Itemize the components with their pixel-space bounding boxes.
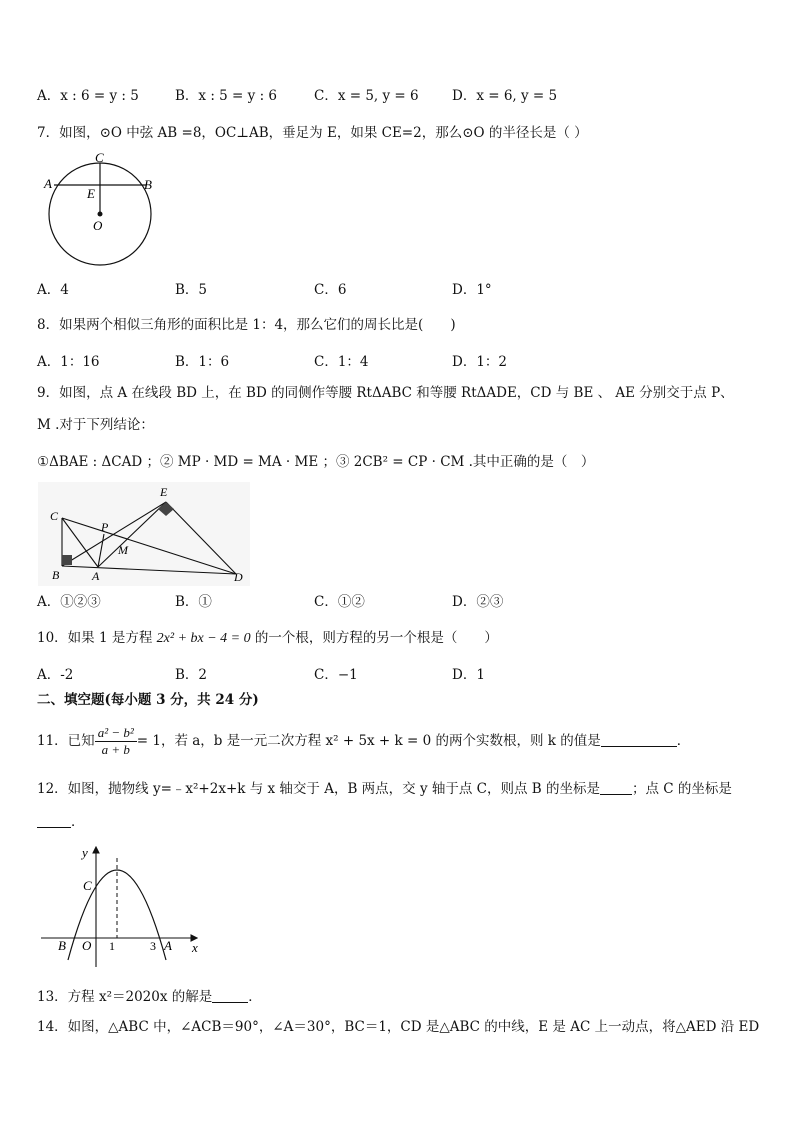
label-a: A — [164, 938, 172, 953]
q11-answer-blank[interactable] — [601, 732, 677, 747]
q7-option-c: C．6 — [314, 282, 347, 298]
q8-option-c: C．1：4 — [314, 354, 369, 370]
label-e: E — [87, 186, 95, 201]
q6-option-b: B．x : 5 = y : 6 — [175, 88, 277, 104]
label-x: x — [192, 940, 198, 955]
q9-option-d: D．②③ — [452, 594, 504, 610]
q12-text-line1 — [37, 779, 732, 799]
q12-text: 12．如图，抛物线 y=﹣x²+2x+k 与 x 轴交于 A，B 两点，交 y 轴于点 C，则点 B 的坐标是 — [37, 781, 601, 797]
q8-options — [37, 352, 757, 372]
label-m: M — [118, 543, 128, 557]
q10-option-b: B．2 — [175, 667, 208, 683]
label-p: P — [101, 520, 109, 534]
label-b: B — [52, 568, 60, 582]
q7-option-b: B．5 — [175, 282, 208, 298]
q10-text — [37, 628, 498, 649]
q11-pre: 11．已知 — [37, 733, 95, 749]
q12-end: ． — [71, 814, 85, 830]
label-o: O — [82, 938, 92, 953]
q11-mid: = 1，若 a，b 是一元二次方程 x² + 5x + k = 0 的两个实数根，则 k 的值是 — [136, 733, 601, 749]
q11-numerator: a² − b² — [95, 725, 137, 742]
q10-option-a: A．-2 — [37, 667, 74, 683]
right-angle-b — [62, 555, 72, 565]
q11-end: ． — [676, 733, 691, 749]
label-c: C — [95, 150, 104, 165]
q13-question: 13．方程 x²＝2020x 的解是 — [37, 989, 213, 1005]
q11-denominator: a + b — [101, 742, 130, 757]
q7-circle-figure — [40, 148, 160, 270]
label-three: 3 — [150, 939, 156, 953]
q11-fraction — [95, 725, 137, 758]
q12-answer-blank-c[interactable] — [37, 813, 71, 828]
q9-text-line1: 9．如图，点 A 在线段 BD 上，在 BD 的同侧作等腰 RtΔABC 和等腰 RtΔADE，CD 与 BE 、 AE 分别交于点 P、 — [37, 385, 734, 401]
q12-answer-blank-b[interactable] — [600, 780, 632, 795]
q12-text-line2 — [37, 812, 85, 832]
q13-answer-blank[interactable] — [212, 988, 248, 1003]
q10-option-c: C．−1 — [314, 667, 358, 683]
label-c: C — [50, 509, 59, 523]
q9-option-c: C．①② — [314, 594, 365, 610]
q9-options — [37, 592, 757, 612]
q12-mid: ；点 C 的坐标是 — [632, 781, 732, 797]
q6-option-d: D．x = 6, y = 5 — [452, 88, 558, 104]
q12-parabola-figure — [38, 842, 208, 970]
q7-option-a: A．4 — [37, 282, 69, 298]
q9-option-b: B．① — [175, 594, 212, 610]
q6-options — [37, 86, 757, 106]
label-a: A — [44, 176, 52, 191]
label-o: O — [93, 218, 103, 233]
q9-text-line3: ①ΔBAE : ΔCAD ；② MP · MD = MA · ME ；③ 2CB² = CP · CM .其中正确的是（ ） — [37, 454, 595, 470]
label-b: B — [144, 177, 152, 192]
q13-text — [37, 987, 262, 1007]
q10-pre: 10．如果 1 是方程 — [37, 630, 157, 646]
q6-option-c: C．x = 5, y = 6 — [314, 88, 419, 104]
q10-equation: 2x² + bx − 4 = 0 — [156, 631, 251, 646]
label-c: C — [83, 878, 92, 893]
q10-options — [37, 665, 757, 685]
q10-option-d: D．1 — [452, 667, 485, 683]
label-d: D — [234, 570, 243, 584]
section-heading-fill-blank: 二、填空题(每小题 3 分，共 24 分) — [37, 692, 259, 708]
q9-triangle-figure — [38, 482, 250, 586]
q8-option-a: A．1：16 — [37, 354, 100, 370]
q7-option-d: D．1° — [452, 282, 492, 298]
label-y: y — [82, 845, 88, 860]
q8-option-b: B．1：6 — [175, 354, 230, 370]
q10-post: 的一个根，则方程的另一个根是（ ） — [250, 630, 498, 646]
q14-text: 14．如图，△ABC 中，∠ACB＝90°，∠A＝30°，BC＝1，CD 是△ABC 的中线，E 是 AC 上一动点，将△AED 沿 ED — [37, 1019, 760, 1035]
label-one: 1 — [109, 939, 115, 953]
q9-option-a: A．①②③ — [37, 594, 101, 610]
q13-end: ． — [248, 989, 262, 1005]
q6-option-a: A．x : 6 = y : 5 — [37, 88, 139, 104]
label-b: B — [58, 938, 66, 953]
q8-text: 8．如果两个相似三角形的面积比是 1：4，那么它们的周长比是( ) — [37, 317, 456, 333]
center-dot — [98, 212, 103, 217]
q8-option-d: D．1：2 — [452, 354, 508, 370]
q7-text: 7．如图，⊙O 中弦 AB =8，OC⊥AB，垂足为 E，如果 CE=2，那么⊙O 的半径长是（ ） — [37, 125, 588, 141]
label-e: E — [160, 485, 168, 499]
q7-options — [37, 280, 757, 300]
q11-text — [37, 724, 690, 758]
label-a: A — [92, 569, 100, 583]
q9-text-line2: M .对于下列结论： — [37, 417, 154, 433]
